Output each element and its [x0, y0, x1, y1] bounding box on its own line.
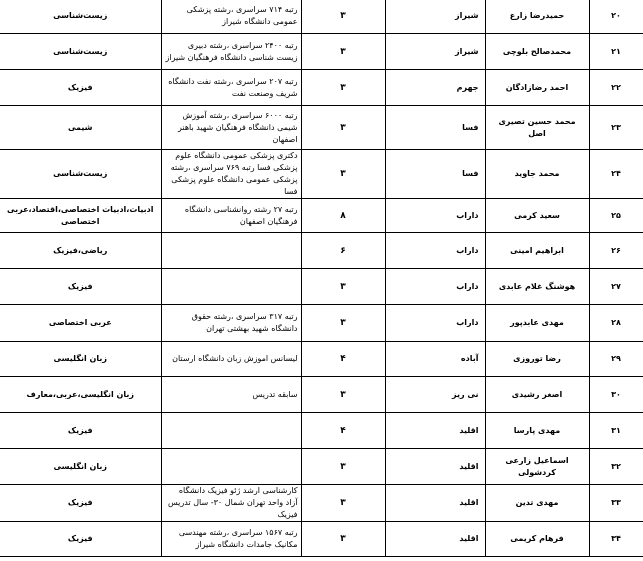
rank-description: رتبه ۲۴۰۰ سراسری ،رشته دبیری زیست شناسی دانشگاه فرهنگیان شیراز — [161, 34, 301, 70]
row-number: ۲۴ — [589, 150, 643, 199]
rank-description: رتبه ۶۰۰۰ سراسری ،رشته آموزش شیمی دانشگاه فرهنگیان شهید باهنر اصفهان — [161, 106, 301, 150]
table-row — [0, 342, 643, 377]
teacher-name: احمد رضازادگان — [485, 70, 589, 106]
teacher-name: مهدی پارسا — [485, 413, 589, 449]
rank-description — [161, 269, 301, 305]
table-row — [0, 485, 643, 522]
teacher-name: مهدی تدین — [485, 485, 589, 522]
row-number: ۲۰ — [589, 0, 643, 34]
subject-field: عربی اختصاصی — [0, 305, 161, 342]
rank-description: دکتری پزشکی عمومی دانشگاه علوم پزشکی فسا رتبه ۷۶۹ سراسری ،رشته پزشکی عمومی دانشگاه علوم پزشکی فسا — [161, 150, 301, 199]
city-cell: فسا — [385, 150, 485, 199]
rank-description: رتبه ۲۰۷ سراسری ،رشته نفت دانشگاه شریف وصنعت نفت — [161, 70, 301, 106]
rank-description: رتبه ۳۱۷ سراسری ،رشته حقوق دانشگاه شهید بهشتی تهران — [161, 305, 301, 342]
row-number: ۳۰ — [589, 377, 643, 413]
table-row — [0, 106, 643, 150]
subject-field: فیزیک — [0, 413, 161, 449]
count-cell: ۳ — [301, 449, 385, 485]
subject-field: زبان انگلیسی — [0, 449, 161, 485]
count-cell: ۴ — [301, 413, 385, 449]
teacher-name: محمد جاوید — [485, 150, 589, 199]
count-cell: ۳ — [301, 522, 385, 557]
table-row — [0, 233, 643, 269]
teacher-name: مهدی عابدپور — [485, 305, 589, 342]
teacher-name: رضا توروزی — [485, 342, 589, 377]
city-cell: نی ریز — [385, 377, 485, 413]
table-row — [0, 522, 643, 557]
city-cell: فسا — [385, 106, 485, 150]
row-number: ۳۲ — [589, 449, 643, 485]
table-row — [0, 305, 643, 342]
subject-field: زیست‌شناسی — [0, 150, 161, 199]
city-cell: داراب — [385, 305, 485, 342]
rank-description: لیسانس اموزش زبان دانشگاه ارستان — [161, 342, 301, 377]
subject-field: فیزیک — [0, 522, 161, 557]
table-row — [0, 150, 643, 199]
subject-field: زیست‌شناسی — [0, 34, 161, 70]
count-cell: ۳ — [301, 150, 385, 199]
row-number: ۲۶ — [589, 233, 643, 269]
city-cell: شیراز — [385, 34, 485, 70]
row-number: ۳۱ — [589, 413, 643, 449]
row-number: ۲۸ — [589, 305, 643, 342]
table-row — [0, 0, 643, 34]
row-number: ۳۴ — [589, 522, 643, 557]
row-number: ۲۳ — [589, 106, 643, 150]
rank-description: سابقه تدریس — [161, 377, 301, 413]
teacher-name: حمیدرضا زارع — [485, 0, 589, 34]
count-cell: ۳ — [301, 485, 385, 522]
row-number: ۲۵ — [589, 199, 643, 233]
city-cell: اقلید — [385, 522, 485, 557]
city-cell: آباده — [385, 342, 485, 377]
count-cell: ۳ — [301, 106, 385, 150]
teacher-name: سعید کرمی — [485, 199, 589, 233]
teacher-name: اصغر رشیدی — [485, 377, 589, 413]
city-cell: اقلید — [385, 413, 485, 449]
teacher-name: اسماعیل زارعی کردشولی — [485, 449, 589, 485]
count-cell: ۳ — [301, 269, 385, 305]
teacher-name: فرهام کریمی — [485, 522, 589, 557]
teacher-name: محمد حسین تصیری اصل — [485, 106, 589, 150]
count-cell: ۸ — [301, 199, 385, 233]
rank-description — [161, 413, 301, 449]
table-row — [0, 269, 643, 305]
table-row — [0, 34, 643, 70]
row-number: ۳۳ — [589, 485, 643, 522]
rank-description — [161, 449, 301, 485]
rank-description: رتبه ۷۱۴ سراسری ،رشته پزشکی عمومی دانشگاه شیراز — [161, 0, 301, 34]
city-cell: جهرم — [385, 70, 485, 106]
rank-description: رتبه ۲۷ رشته روانشناسی دانشگاه فرهنگیان اصفهان — [161, 199, 301, 233]
table-row — [0, 413, 643, 449]
subject-field: زبان انگلیسی — [0, 342, 161, 377]
teacher-name: هوشنگ غلام عابدی — [485, 269, 589, 305]
count-cell: ۳ — [301, 70, 385, 106]
city-cell: اقلید — [385, 485, 485, 522]
city-cell: داراب — [385, 233, 485, 269]
subject-field: ادبیات،ادبیات اختصاصی،اقتصاد،عربی اختصاصی — [0, 199, 161, 233]
row-number: ۲۷ — [589, 269, 643, 305]
teacher-name: محمدصالح بلوچی — [485, 34, 589, 70]
table-row — [0, 199, 643, 233]
table-row — [0, 70, 643, 106]
table-row — [0, 377, 643, 413]
subject-field: فیزیک — [0, 269, 161, 305]
row-number: ۲۱ — [589, 34, 643, 70]
city-cell: داراب — [385, 199, 485, 233]
row-number: ۲۲ — [589, 70, 643, 106]
count-cell: ۴ — [301, 342, 385, 377]
teacher-name: ابراهیم امینی — [485, 233, 589, 269]
subject-field: ریاضی،فیزیک — [0, 233, 161, 269]
count-cell: ۳ — [301, 305, 385, 342]
subject-field: زیست‌شناسی — [0, 0, 161, 34]
subject-field: زبان انگلیسی،عربی،معارف — [0, 377, 161, 413]
city-cell: شیراز — [385, 0, 485, 34]
count-cell: ۳ — [301, 377, 385, 413]
subject-field: فیزیک — [0, 70, 161, 106]
city-cell: داراب — [385, 269, 485, 305]
count-cell: ۳ — [301, 34, 385, 70]
subject-field: فیزیک — [0, 485, 161, 522]
row-number: ۲۹ — [589, 342, 643, 377]
count-cell: ۶ — [301, 233, 385, 269]
rank-description: کارشناسی ارشد ژئو فیزیک دانشگاه آزاد واحد تهران شمال ۳۰- سال تدریس فیزیک — [161, 485, 301, 522]
table-row — [0, 449, 643, 485]
city-cell: اقلید — [385, 449, 485, 485]
count-cell: ۳ — [301, 0, 385, 34]
subject-field: شیمی — [0, 106, 161, 150]
rank-description — [161, 233, 301, 269]
rank-description: رتبه ۱۵۶۷ سراسری ،رشته مهندسی مکانیک جامدات دانشگاه شیراز — [161, 522, 301, 557]
